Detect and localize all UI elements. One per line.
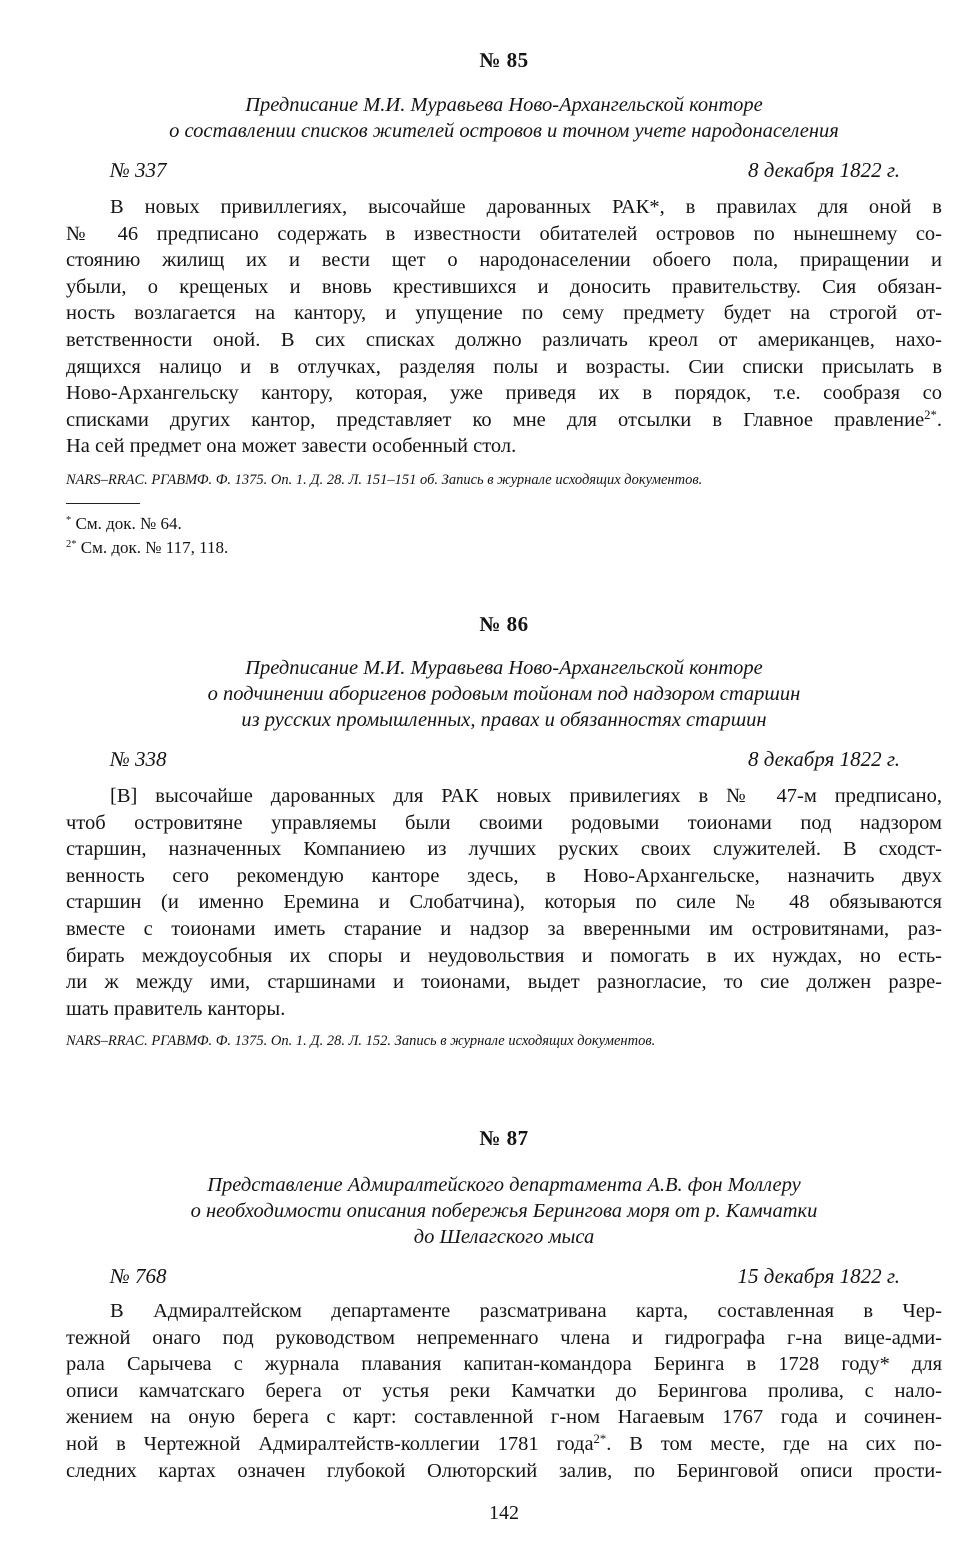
document-body bbox=[66, 783, 942, 1022]
body-line: ветственности оной. В сих списках должно различать креол от американцев, нахо- bbox=[66, 328, 942, 351]
archival-source: NARS–RRAC. РГАВМФ. Ф. 1375. Оп. 1. Д. 28. Л. 151–151 об. Запись в журнале исходящих документов. bbox=[66, 472, 703, 488]
footnote-text: См. док. № 117, 118. bbox=[76, 538, 229, 557]
document-number: № 86 bbox=[479, 612, 529, 636]
body-line: убыли, о крещеных и вновь крестившихся и доносить правительству. Сия обязан- bbox=[66, 275, 942, 298]
body-line: стоянию жилищ их и вести щет о народонаселении обоего пола, приращении и bbox=[66, 249, 942, 272]
body-line bbox=[66, 407, 942, 434]
body-line-text: списками других кантор, представляет ко мне для отсылки в Главное правление bbox=[66, 408, 925, 431]
document-title bbox=[66, 655, 942, 733]
title-line: о необходимости описания побережья Берингова моря от р. Камчатки bbox=[190, 1200, 818, 1222]
footnote-ref[interactable]: 2* bbox=[924, 407, 937, 422]
body-line: На сей предмет она может завести особенный стол. bbox=[66, 435, 517, 458]
body-line: описи камчатскаго берега от устья реки Камчатки до Берингова пролива, с нало- bbox=[66, 1379, 942, 1402]
document-number: № 85 bbox=[479, 48, 529, 72]
body-line: шать правитель канторы. bbox=[66, 997, 286, 1020]
footnote-mark: * bbox=[66, 515, 72, 527]
body-line: [В] высочайше дарованных для РАК новых привилегиях в № 47-м предписано, bbox=[110, 785, 942, 807]
registration-number: № 337 bbox=[110, 158, 167, 182]
footnote bbox=[66, 514, 182, 534]
document-date: 8 декабря 1822 г. bbox=[748, 747, 900, 771]
body-line: вместе с тоионами иметь старание и надзор за вверенными им островитянами, раз- bbox=[66, 917, 942, 940]
body-line-text: . В том месте, где на сих по- bbox=[606, 1432, 942, 1455]
document-body bbox=[66, 194, 942, 460]
document-date: 8 декабря 1822 г. bbox=[748, 158, 900, 182]
title-line: до Шелагского мыса bbox=[413, 1226, 595, 1248]
body-line: жением на оную берега с карт: составленной г-ном Нагаевым 1767 года и сочинен- bbox=[66, 1406, 942, 1429]
footnote bbox=[66, 538, 228, 558]
registration-number: № 768 bbox=[110, 1264, 167, 1288]
footnote-divider bbox=[66, 503, 140, 504]
document-title bbox=[66, 1172, 942, 1250]
document-body bbox=[66, 1298, 942, 1484]
body-line: старшин, назначенных Компаниею из лучших руских своих служителей. В сходст- bbox=[66, 838, 942, 861]
body-line: тежной онаго под руководством непременнаго члена и гидрографа г-на вице-адми- bbox=[66, 1326, 942, 1349]
body-line: чтоб островитяне управляемы были своими родовыми тоионами под надзором bbox=[66, 811, 942, 834]
title-line: о подчинении аборигенов родовым тойонам под надзором старшин bbox=[207, 683, 801, 705]
body-line: В Адмиралтейском департаменте разсматривана карта, составленная в Чер- bbox=[110, 1300, 942, 1322]
archival-source: NARS–RRAC. РГАВМФ. Ф. 1375. Оп. 1. Д. 28. Л. 152. Запись в журнале исходящих документов. bbox=[66, 1033, 656, 1049]
body-line: бирать междоусобныя их споры и неудовольствия и помогать в их нуждах, но есть- bbox=[66, 944, 942, 967]
body-line: рала Сарычева с журнала плавания капитан-командора Беринга в 1728 году* для bbox=[66, 1353, 942, 1376]
page-number: 142 bbox=[489, 1502, 519, 1524]
body-line-text: ной в Чертежной Адмиралтейств-коллегии 1781 года bbox=[66, 1432, 594, 1455]
body-line: следних картах означен глубокой Олюторский залив, по Беринговой описи прости- bbox=[66, 1459, 942, 1482]
body-line: дящихся налицо и в отлучках, разделяя полы и возрасты. Сии списки присылать в bbox=[66, 355, 942, 378]
document-date: 15 декабря 1822 г. bbox=[737, 1264, 900, 1288]
title-line: Представление Адмиралтейского департамента А.В. фон Моллеру bbox=[207, 1174, 801, 1196]
body-line: старшин (и именно Еремина и Слобатчина), которыя по силе № 48 обязываются bbox=[66, 891, 942, 914]
registration-number: № 338 bbox=[110, 747, 167, 771]
punctuation: . bbox=[936, 408, 942, 431]
footnote-ref[interactable]: 2* bbox=[593, 1431, 607, 1446]
title-line: Предписание М.И. Муравьева Ново-Архангельской конторе bbox=[245, 94, 763, 116]
title-line: Предписание М.И. Муравьева Ново-Архангельской конторе bbox=[245, 657, 763, 679]
footnote-text: См. док. № 64. bbox=[71, 514, 182, 533]
body-line bbox=[66, 1431, 942, 1458]
body-line: ность возлагается на кантору, и упущение по сему предмету будет на строгой от- bbox=[66, 302, 942, 325]
document-number: № 87 bbox=[479, 1126, 529, 1150]
document-title bbox=[66, 92, 942, 144]
title-line: о составлении списков жителей островов и точном учете народонаселения bbox=[169, 120, 839, 142]
body-line: В новых привиллегиях, высочайше дарованных РАК*, в правилах для оной в bbox=[110, 196, 942, 218]
title-line: из русских промышленных, правах и обязанностях старшин bbox=[241, 709, 767, 731]
body-line: Ново-Архангельску кантору, которая, уже приведя их в порядок, т.е. сообразя со bbox=[66, 382, 942, 405]
footnote-mark: 2* bbox=[66, 539, 77, 551]
body-line: венность сего рекомендую канторе здесь, в Ново-Архангельске, назначить двух bbox=[66, 864, 942, 887]
body-line: ли ж между ими, старшинами и тоионами, выдет разногласие, то сие должен разре- bbox=[66, 971, 942, 994]
body-line: № 46 предписано содержать в известности обитателей островов по нынешнему со- bbox=[66, 222, 942, 245]
